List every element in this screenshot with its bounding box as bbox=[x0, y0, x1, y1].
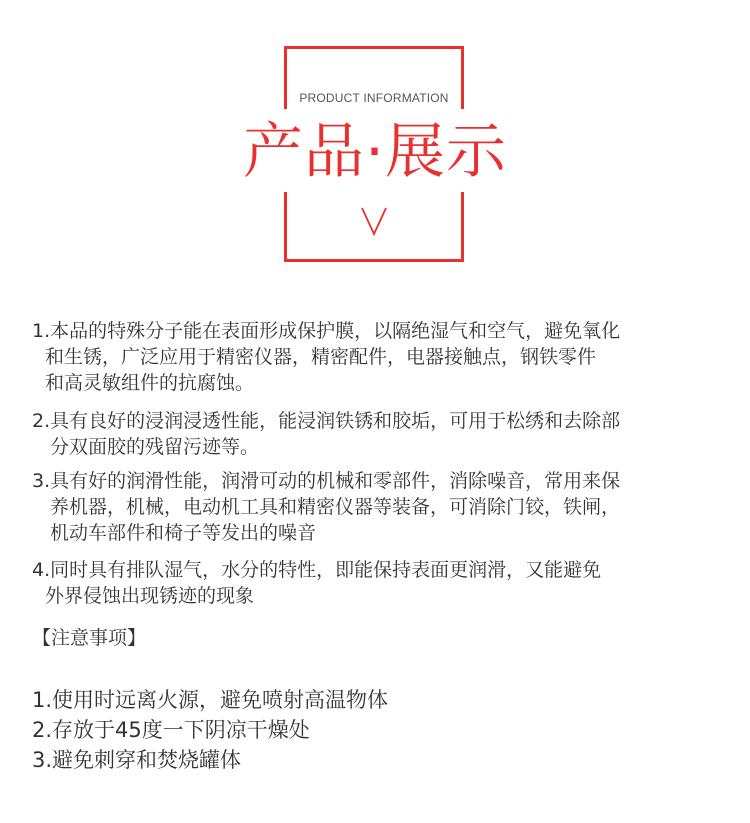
feature-3-line-3: 机动车部件和椅子等发出的噪音 bbox=[50, 522, 317, 544]
chevron-down-icon bbox=[360, 206, 388, 236]
feature-2-line-2: 分双面胶的残留污迹等。 bbox=[50, 436, 260, 458]
feature-4-line-2: 外界侵蚀出现锈迹的现象 bbox=[45, 585, 255, 607]
feature-1-line-3: 和高灵敏组件的抗腐蚀。 bbox=[45, 372, 255, 394]
notes-list bbox=[32, 685, 388, 775]
feature-paragraph-3 bbox=[32, 468, 722, 546]
frame-right-lower-border bbox=[461, 192, 464, 262]
feature-paragraph-2 bbox=[32, 408, 722, 460]
frame-left-lower-border bbox=[284, 192, 287, 262]
header-subtitle: PRODUCT INFORMATION bbox=[299, 91, 449, 105]
feature-2-line-1: 2.具有良好的浸润浸透性能，能浸润铁锈和胶垢，可用于松绣和去除部 bbox=[32, 410, 621, 432]
feature-3-line-2: 养机器，机械，电动机工具和精密仪器等装备，可消除门铰，铁闸， bbox=[50, 496, 621, 518]
frame-top-border bbox=[284, 46, 464, 49]
feature-paragraph-1 bbox=[32, 318, 722, 396]
feature-paragraph-4 bbox=[32, 557, 722, 609]
feature-3-line-1: 3.具有好的润滑性能，润滑可动的机械和零部件，消除噪音，常用来保 bbox=[32, 470, 621, 492]
feature-1-line-1: 1.本品的特殊分子能在表面形成保护膜，以隔绝湿气和空气，避免氧化 bbox=[32, 320, 621, 342]
notes-heading: 【注意事项】 bbox=[32, 627, 147, 649]
page-title: 产品·展示 bbox=[242, 117, 508, 187]
feature-4-line-1: 4.同时具有排队湿气，水分的特性，即能保持表面更润滑，又能避免 bbox=[32, 559, 602, 581]
note-item-1: 1.使用时远离火源，避免喷射高温物体 bbox=[32, 688, 389, 712]
note-item-3: 3.避免刺穿和焚烧罐体 bbox=[32, 748, 242, 772]
note-item-2: 2.存放于45度一下阴凉干燥处 bbox=[32, 718, 310, 742]
feature-1-line-2: 和生锈，广泛应用于精密仪器，精密配件，电器接触点，钢铁零件 bbox=[45, 346, 597, 368]
frame-bottom-border bbox=[284, 259, 464, 262]
